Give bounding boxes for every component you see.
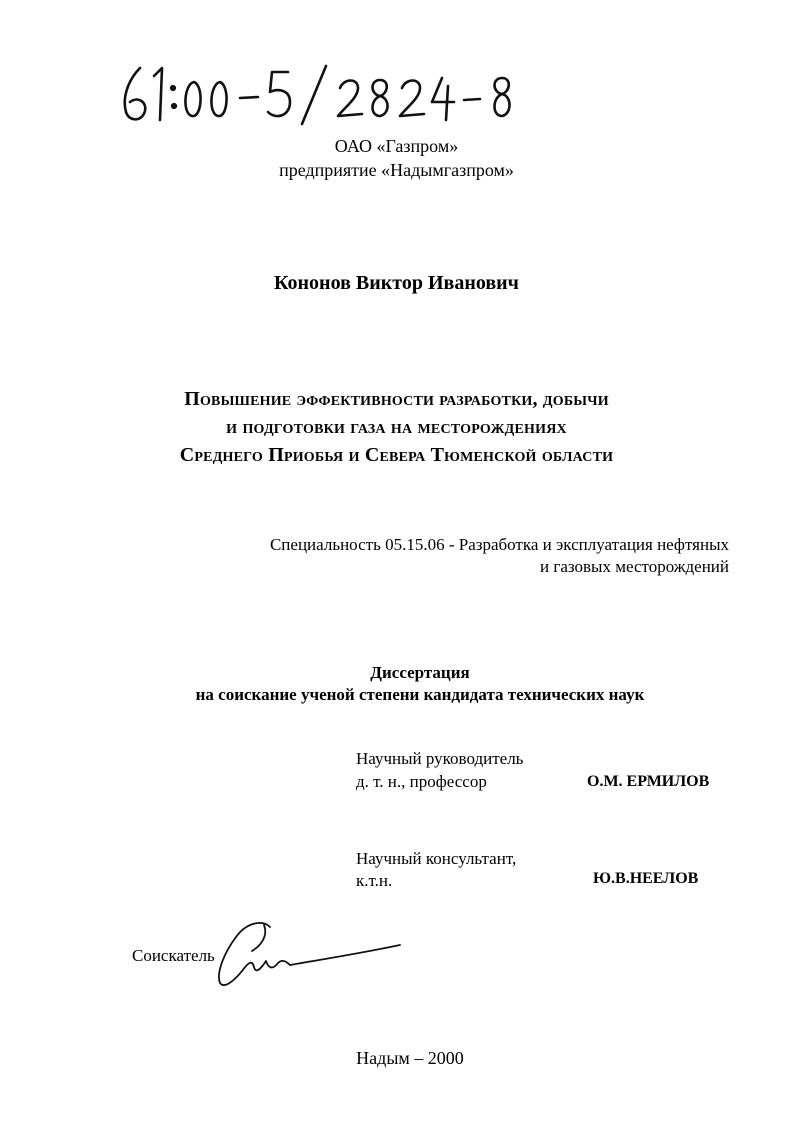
consultant-name: Ю.В.НЕЕЛОВ	[593, 870, 699, 887]
title-line1: Повышение эффективности разработки, добычи	[184, 388, 609, 410]
specialty-line2: и газовых месторождений	[540, 557, 729, 576]
dissertation-type	[0, 662, 793, 706]
specialty	[270, 534, 729, 578]
consultant-degree: к.т.н.	[356, 871, 393, 890]
dissertation-title	[0, 385, 793, 469]
city-year: Надым – 2000	[356, 1048, 464, 1068]
consultant-role: Научный консультант,	[356, 849, 517, 868]
organization-line2: предприятие «Надымгазпром»	[279, 160, 514, 180]
dissertation-line2: на соискание ученой степени кандидата технических наук	[195, 685, 645, 704]
specialty-line1: Специальность 05.15.06 - Разработка и эксплуатация нефтяных	[269, 535, 729, 554]
applicant-signature	[212, 915, 402, 995]
organization-line1: ОАО «Газпром»	[334, 136, 459, 156]
title-line2: и подготовки газа на месторождениях	[226, 416, 567, 438]
supervisor-degree: д. т. н., профессор	[356, 772, 487, 791]
dissertation-line1: Диссертация	[370, 663, 470, 682]
applicant-label: Соискатель	[132, 946, 215, 965]
author-name: Кононов Виктор Иванович	[274, 272, 519, 294]
supervisor-role: Научный руководитель	[356, 749, 524, 768]
title-line3: Среднего Приобья и Севера Тюменской области	[179, 444, 614, 466]
supervisor-name: О.М. ЕРМИЛОВ	[587, 773, 710, 790]
handwritten-catalog-number	[118, 58, 518, 130]
